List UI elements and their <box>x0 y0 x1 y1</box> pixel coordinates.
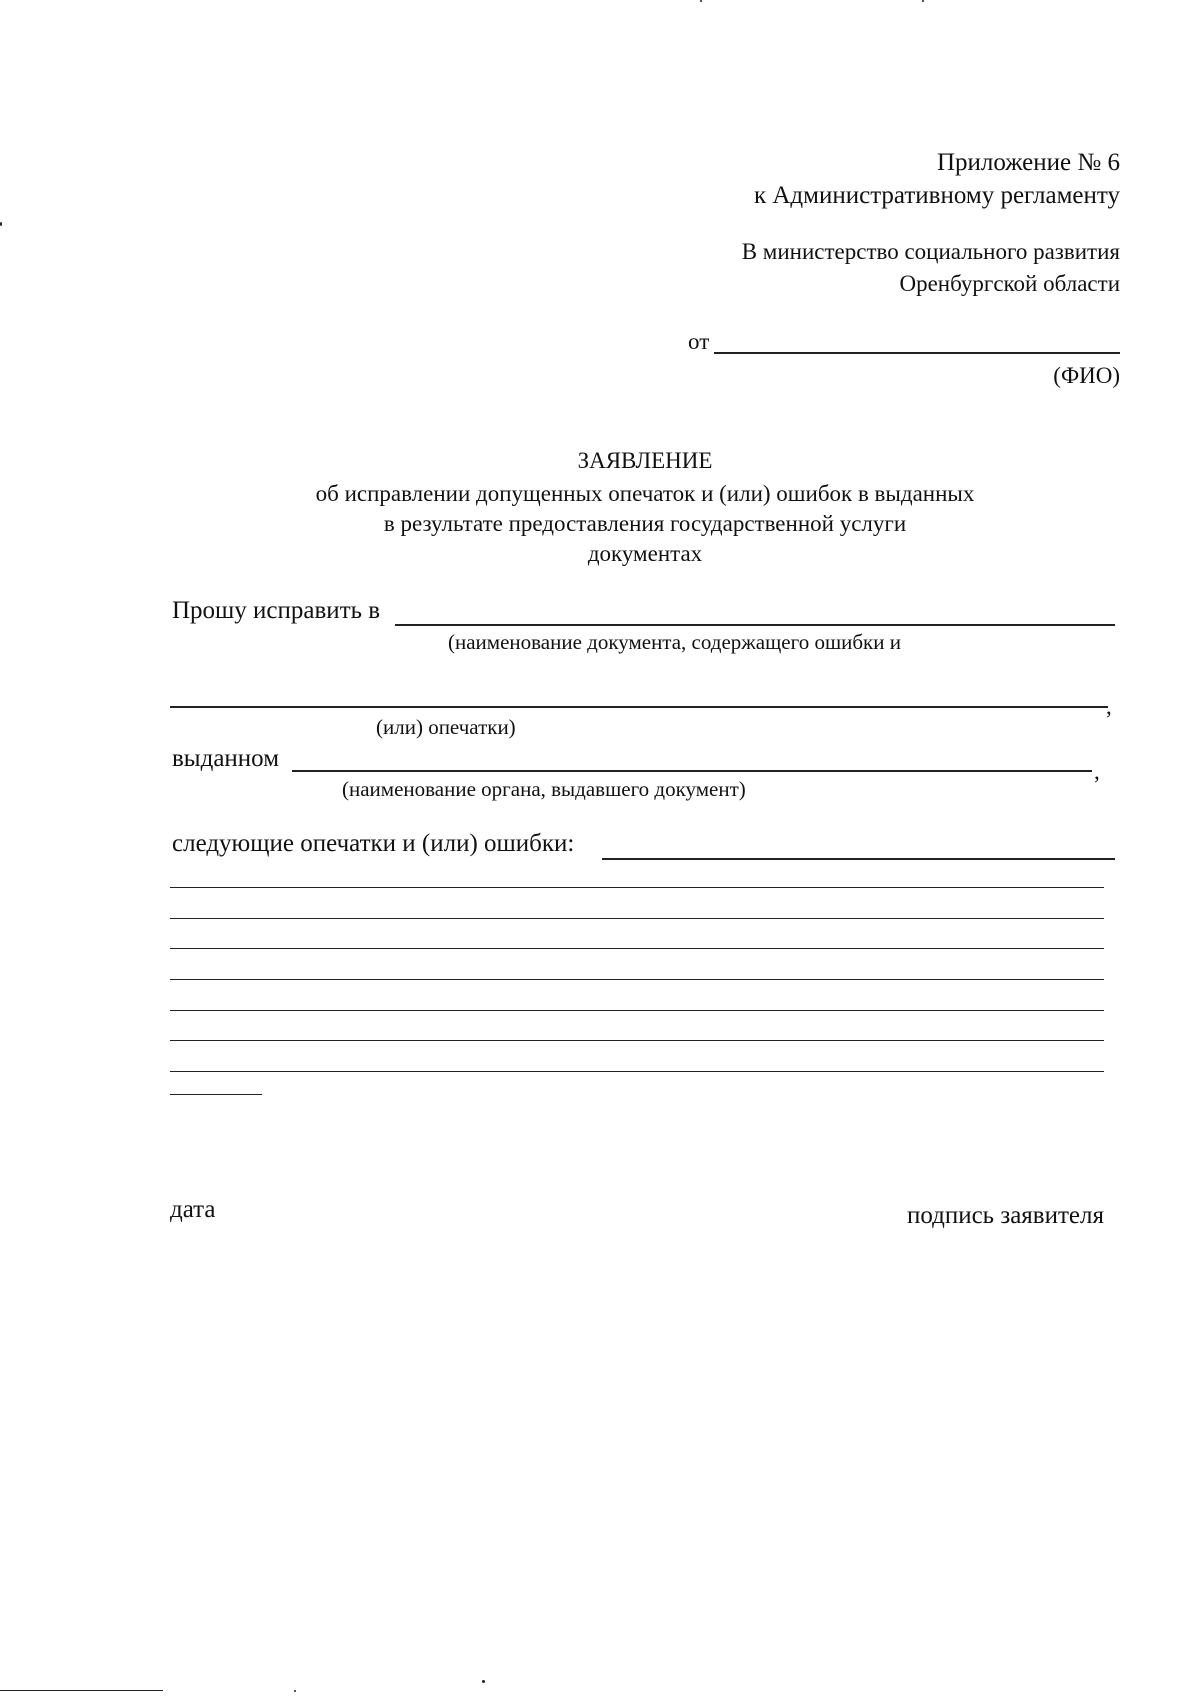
errors-field-line[interactable] <box>170 948 1104 949</box>
date-label: дата <box>170 1196 216 1223</box>
errors-field-line[interactable] <box>170 1010 1104 1011</box>
scan-mark <box>700 0 702 2</box>
scan-mark <box>922 0 924 2</box>
errors-field[interactable] <box>602 858 1115 860</box>
scan-mark <box>294 1690 296 1692</box>
request-label: Прошу исправить в <box>172 597 381 624</box>
signature-label: подпись заявителя <box>906 1202 1104 1229</box>
appendix-number: Приложение № 6 <box>936 149 1120 176</box>
errors-field-line-short[interactable] <box>170 1094 262 1095</box>
errors-field-line[interactable] <box>170 979 1104 980</box>
line-comma: , <box>1106 694 1112 719</box>
errors-field-line[interactable] <box>170 1071 1104 1072</box>
recipient-region: Оренбургской области <box>899 271 1120 296</box>
scan-mark <box>482 1680 485 1683</box>
errors-field-line[interactable] <box>170 887 1104 888</box>
document-name-field-continued[interactable] <box>170 706 1108 708</box>
from-label: от <box>688 329 710 354</box>
errors-field-line[interactable] <box>170 1040 1104 1041</box>
document-subtitle-line3: документах <box>587 541 703 566</box>
issued-label: выданном <box>172 745 280 772</box>
document-subtitle-line2: в результате предоставления государственной услуги <box>383 511 907 536</box>
document-title: ЗАЯВЛЕНИЕ <box>577 448 713 473</box>
document-name-caption: (наименование документа, содержащего ошибки и <box>448 630 901 654</box>
regulation-reference: к Административному регламенту <box>753 182 1120 209</box>
fio-caption: (ФИО) <box>1053 363 1120 388</box>
fio-field[interactable] <box>714 352 1120 354</box>
issuer-caption: (наименование органа, выдавшего документ) <box>342 777 746 801</box>
errors-label: следующие опечатки и (или) ошибки: <box>172 830 575 857</box>
errors-field-line[interactable] <box>170 918 1104 919</box>
scan-mark <box>0 222 2 226</box>
issuer-field[interactable] <box>292 770 1092 772</box>
document-name-field[interactable] <box>395 624 1115 626</box>
document-subtitle-line1: об исправлении допущенных опечаток и (или) ошибок в выданных <box>315 481 975 506</box>
footnote-separator <box>0 1690 163 1691</box>
document-name-caption-continued: (или) опечатки) <box>376 715 516 739</box>
line-comma: , <box>1094 759 1100 784</box>
recipient-ministry: В министерство социального развития <box>741 239 1120 264</box>
